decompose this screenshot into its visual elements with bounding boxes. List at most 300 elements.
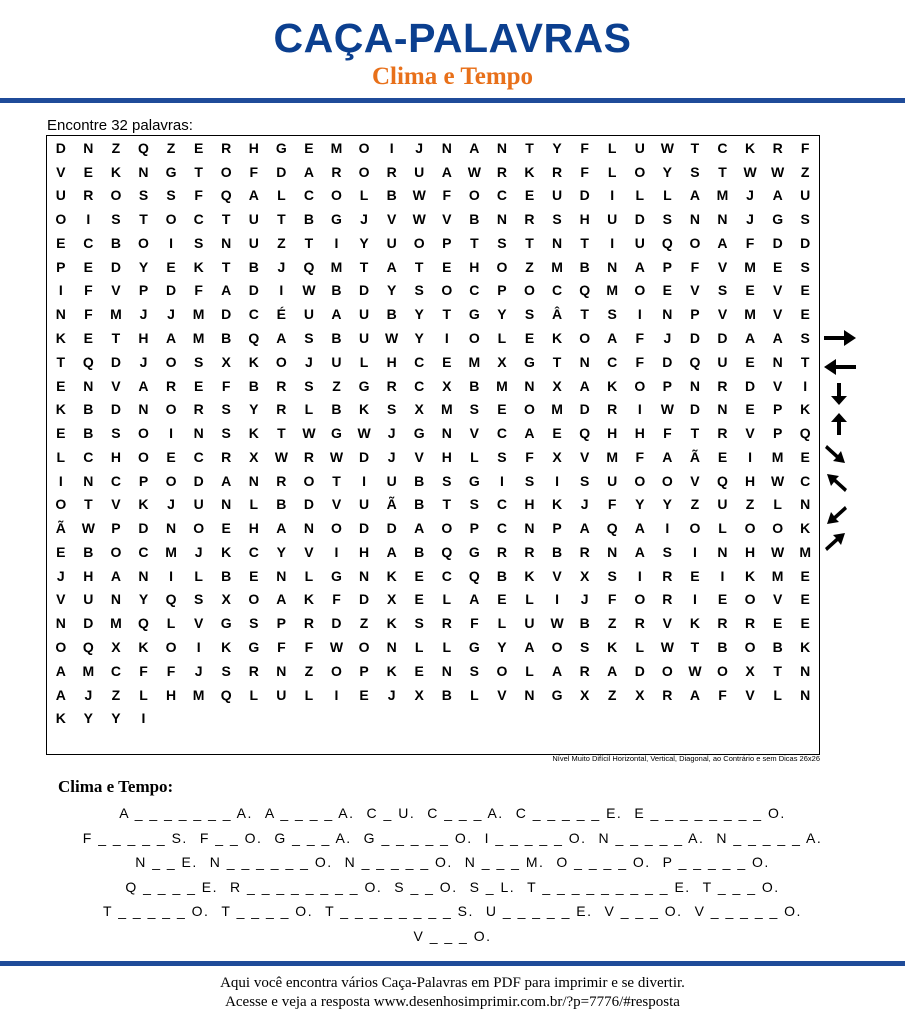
- grid-cell: O: [138, 425, 149, 442]
- grid-cell: Â: [552, 306, 563, 323]
- grid-cell: O: [551, 639, 563, 656]
- grid-cell: H: [579, 211, 590, 228]
- grid-cell: O: [634, 282, 646, 299]
- grid-cell: U: [634, 139, 645, 156]
- grid-cell: S: [304, 377, 314, 394]
- grid-cell: T: [470, 234, 479, 251]
- grid-cell: T: [773, 662, 782, 679]
- grid-cell: B: [83, 425, 94, 442]
- grid-cell: O: [165, 401, 177, 418]
- grid-cell: F: [84, 282, 93, 299]
- grid-cell: H: [138, 330, 149, 347]
- grid-cell: A: [386, 543, 397, 560]
- grid-cell: M: [716, 187, 729, 204]
- grid-cell: G: [275, 139, 287, 156]
- grid-cell: P: [56, 258, 66, 275]
- grid-cell: K: [248, 353, 259, 370]
- grid-cell: K: [221, 639, 232, 656]
- grid-cell: M: [440, 401, 453, 418]
- grid-cell: X: [221, 591, 231, 608]
- grid-cell: J: [580, 496, 589, 513]
- grid-cell: O: [165, 211, 177, 228]
- grid-cell: K: [193, 258, 204, 275]
- grid-cell: E: [800, 591, 810, 608]
- grid-cell: O: [413, 234, 425, 251]
- grid-cell: D: [276, 163, 287, 180]
- grid-cell: F: [607, 591, 617, 608]
- grid-cell: A: [248, 187, 259, 204]
- grid-cell: Y: [662, 163, 673, 180]
- grid-cell: N: [138, 567, 149, 584]
- grid-cell: H: [110, 448, 121, 465]
- grid-cell: B: [414, 543, 425, 560]
- grid-cell: B: [248, 258, 259, 275]
- grid-cell: F: [800, 139, 810, 156]
- grid-cell: F: [221, 377, 231, 394]
- grid-cell: W: [81, 520, 95, 537]
- arrow-left-icon: [822, 355, 858, 379]
- grid-cell: N: [496, 211, 507, 228]
- word-list-line: [0, 875, 905, 900]
- grid-cell: Q: [441, 543, 453, 560]
- grid-cell: M: [82, 662, 95, 679]
- grid-cell: O: [744, 639, 756, 656]
- grid-cell: U: [276, 686, 287, 703]
- grid-cell: I: [692, 543, 697, 560]
- grid-cell: O: [110, 543, 122, 560]
- grid-cell: B: [414, 472, 425, 489]
- grid-cell: V: [56, 591, 66, 608]
- grid-cell: L: [525, 591, 534, 608]
- grid-cell: A: [607, 330, 618, 347]
- grid-cell: Q: [220, 686, 232, 703]
- grid-cell: U: [414, 163, 425, 180]
- grid-cell: A: [524, 425, 535, 442]
- grid-cell: O: [772, 520, 784, 537]
- grid-cell: M: [330, 139, 343, 156]
- grid-cell: F: [470, 615, 479, 632]
- word-list-line: [0, 850, 905, 875]
- grid-cell: N: [221, 496, 232, 513]
- grid-cell: V: [662, 615, 673, 632]
- grid-cell: R: [303, 615, 314, 632]
- grid-cell: N: [689, 211, 700, 228]
- grid-cell: D: [110, 401, 121, 418]
- grid-cell: E: [800, 567, 810, 584]
- grid-cell: D: [689, 401, 700, 418]
- grid-cell: Y: [635, 496, 645, 513]
- grid-cell: O: [717, 662, 728, 679]
- grid-cell: W: [550, 615, 564, 632]
- grid-cell: G: [331, 211, 342, 228]
- grid-cell: S: [138, 187, 149, 204]
- grid-cell: N: [441, 662, 452, 679]
- grid-cell: S: [607, 306, 617, 323]
- grid-cell: C: [496, 520, 507, 537]
- grid-cell: A: [441, 163, 452, 180]
- grid-cell: S: [800, 330, 810, 347]
- grid-cell: N: [441, 139, 452, 156]
- grid-cell: J: [387, 425, 396, 442]
- grid-cell: R: [717, 615, 728, 632]
- grid-cell: P: [552, 520, 562, 537]
- grid-cell: S: [304, 330, 314, 347]
- grid-cell: A: [276, 591, 287, 608]
- grid-cell: A: [331, 306, 342, 323]
- grid-cell: E: [83, 163, 94, 180]
- word-clue: N _ _ _ _ _ A.: [598, 829, 705, 846]
- grid-cell: Y: [386, 282, 397, 299]
- word-clue: V _ _ _ O.: [604, 903, 683, 919]
- grid-cell: M: [110, 306, 122, 323]
- grid-cell: D: [386, 520, 397, 537]
- grid-cell: J: [167, 306, 175, 323]
- grid-cell: K: [800, 401, 811, 418]
- grid-cell: Z: [745, 496, 755, 513]
- grid-cell: S: [497, 448, 507, 465]
- grid-cell: Y: [138, 258, 149, 275]
- grid-cell: B: [83, 401, 94, 418]
- grid-cell: A: [276, 520, 287, 537]
- grid-cell: O: [358, 639, 370, 656]
- grid-cell: E: [497, 591, 507, 608]
- grid-cell: K: [55, 330, 66, 347]
- grid-cell: E: [414, 567, 424, 584]
- grid-cell: R: [772, 139, 783, 156]
- grid-cell: D: [689, 330, 700, 347]
- grid-cell: N: [83, 377, 94, 394]
- grid-cell: B: [414, 496, 425, 513]
- grid-cell: R: [303, 448, 314, 465]
- grid-cell: J: [663, 330, 672, 347]
- grid-cell: D: [662, 353, 673, 370]
- grid-cell: S: [690, 163, 700, 180]
- grid-cell: E: [800, 282, 810, 299]
- word-list: [0, 801, 905, 948]
- grid-cell: W: [771, 163, 785, 180]
- grid-cell: L: [56, 448, 66, 465]
- grid-cell: T: [359, 258, 369, 275]
- grid-cell: O: [689, 520, 701, 537]
- grid-cell: H: [524, 496, 535, 513]
- grid-cell: A: [634, 520, 645, 537]
- grid-cell: C: [83, 234, 94, 251]
- grid-cell: I: [444, 330, 449, 347]
- grid-cell: L: [635, 639, 645, 656]
- grid-cell: V: [772, 377, 783, 394]
- grid-cell: B: [248, 377, 259, 394]
- grid-cell: X: [579, 567, 590, 584]
- grid-cell: U: [248, 234, 259, 251]
- grid-cell: O: [331, 662, 342, 679]
- bottom-divider: [0, 961, 905, 966]
- grid-cell: I: [169, 567, 173, 584]
- grid-cell: C: [110, 472, 121, 489]
- grid-cell: R: [248, 662, 259, 679]
- grid-cell: S: [717, 282, 728, 299]
- grid-cell: K: [607, 377, 618, 394]
- grid-cell: N: [579, 353, 590, 370]
- grid-cell: F: [690, 258, 700, 275]
- grid-cell: W: [412, 187, 426, 204]
- grid-cell: Y: [497, 306, 507, 323]
- grid-cell: B: [83, 543, 94, 560]
- grid-cell: M: [496, 377, 508, 394]
- grid-cell: N: [607, 258, 618, 275]
- grid-cell: N: [607, 543, 618, 560]
- arrow-up-icon: [822, 412, 858, 436]
- grid-cell: D: [579, 401, 590, 418]
- grid-cell: Y: [359, 234, 369, 251]
- grid-cell: W: [660, 639, 674, 656]
- grid-cell: S: [800, 211, 810, 228]
- grid-cell: T: [277, 211, 286, 228]
- grid-cell: U: [193, 496, 204, 513]
- grid-cell: K: [552, 496, 563, 513]
- grid-cell: T: [414, 258, 424, 275]
- grid-cell: N: [276, 567, 287, 584]
- grid-cell: V: [111, 282, 121, 299]
- word-clue: N _ _ _ _ _ _ O.: [209, 854, 333, 870]
- grid-cell: K: [800, 520, 811, 537]
- word-clue: C _ U.: [366, 805, 416, 821]
- footer: [0, 974, 905, 1012]
- grid-cell: I: [58, 472, 63, 489]
- grid-cell: O: [55, 496, 67, 513]
- grid-cell: K: [386, 567, 397, 584]
- grid-cell: O: [689, 234, 701, 251]
- grid-cell: W: [688, 662, 702, 679]
- grid-cell: N: [166, 520, 177, 537]
- grid-cell: Y: [83, 710, 94, 727]
- grid-cell: V: [772, 591, 783, 608]
- grid-cell: E: [800, 615, 810, 632]
- grid-cell: J: [580, 591, 589, 608]
- grid-cell: A: [55, 686, 66, 703]
- grid-cell: N: [800, 496, 811, 513]
- word-clue: N _ _ E.: [135, 854, 198, 870]
- grid-cell: P: [276, 615, 287, 632]
- grid-cell: I: [86, 211, 91, 228]
- grid-cell: R: [524, 543, 535, 560]
- grid-cell: S: [662, 543, 673, 560]
- grid-cell: P: [359, 662, 369, 679]
- grid-cell: E: [717, 591, 728, 608]
- word-clue: G _ _ _ _ _ O.: [363, 829, 473, 846]
- grid-cell: C: [303, 187, 314, 204]
- grid-cell: U: [800, 187, 811, 204]
- grid-cell: B: [386, 187, 397, 204]
- grid-cell: N: [138, 163, 149, 180]
- grid-cell: B: [276, 496, 287, 513]
- grid-cell: D: [303, 496, 314, 513]
- grid-cell: G: [468, 472, 480, 489]
- grid-cell: E: [690, 567, 700, 584]
- grid-cell: X: [552, 377, 562, 394]
- grid-cell: F: [249, 163, 259, 180]
- word-list-line: [0, 924, 905, 949]
- grid-cell: A: [579, 377, 590, 394]
- grid-cell: W: [302, 425, 316, 442]
- grid-cell: J: [360, 211, 368, 228]
- grid-cell: S: [552, 211, 562, 228]
- grid-cell: D: [110, 353, 121, 370]
- grid-cell: U: [607, 472, 618, 489]
- grid-cell: Ã: [55, 520, 66, 537]
- grid-cell: P: [442, 234, 452, 251]
- grid-cell: Y: [414, 306, 424, 323]
- grid-cell: O: [331, 520, 342, 537]
- grid-cell: M: [192, 306, 205, 323]
- grid-cell: F: [194, 282, 203, 299]
- grid-cell: D: [138, 520, 149, 537]
- grid-cell: Q: [717, 472, 728, 489]
- grid-cell: L: [497, 615, 507, 632]
- grid-cell: W: [274, 448, 288, 465]
- grid-cell: U: [552, 187, 563, 204]
- grid-cell: G: [551, 686, 563, 703]
- grid-cell: Z: [332, 377, 341, 394]
- grid-cell: M: [799, 543, 812, 560]
- grid-cell: W: [329, 639, 344, 656]
- grid-cell: L: [304, 401, 314, 418]
- grid-cell: J: [277, 258, 286, 275]
- grid-cell: A: [138, 377, 149, 394]
- grid-cell: I: [334, 686, 339, 703]
- grid-cell: V: [331, 496, 342, 513]
- grid-cell: H: [248, 139, 259, 156]
- grid-cell: J: [387, 448, 396, 465]
- grid-cell: S: [249, 615, 259, 632]
- grid-cell: V: [717, 306, 728, 323]
- word-clue: V _ _ _ O.: [413, 927, 492, 944]
- grid-cell: O: [441, 282, 453, 299]
- grid-cell: A: [303, 163, 314, 180]
- grid-cell: O: [303, 472, 315, 489]
- grid-cell: H: [83, 567, 94, 584]
- grid-cell: U: [303, 306, 314, 323]
- grid-cell: X: [635, 686, 645, 703]
- word-search-grid: [46, 135, 820, 755]
- arrow-down-icon: [822, 382, 858, 406]
- grid-cell: K: [745, 567, 756, 584]
- grid-cell: D: [745, 377, 756, 394]
- grid-cell: V: [193, 615, 204, 632]
- grid-cell: T: [690, 639, 700, 656]
- grid-cell: B: [110, 234, 121, 251]
- grid-cell: A: [579, 520, 590, 537]
- grid-cell: L: [470, 686, 479, 703]
- grid-cell: S: [221, 401, 231, 418]
- grid-cell: O: [248, 591, 260, 608]
- grid-cell: Y: [276, 543, 287, 560]
- grid-cell: I: [720, 567, 725, 584]
- grid-cell: U: [607, 211, 618, 228]
- grid-cell: J: [746, 187, 754, 204]
- grid-cell: C: [469, 282, 480, 299]
- grid-cell: B: [331, 401, 342, 418]
- grid-cell: C: [552, 282, 563, 299]
- grid-cell: V: [772, 282, 783, 299]
- grid-cell: S: [414, 282, 424, 299]
- grid-cell: Ã: [386, 496, 397, 513]
- grid-cell: A: [662, 448, 673, 465]
- grid-cell: T: [221, 211, 231, 228]
- grid-cell: K: [552, 330, 563, 347]
- grid-cell: E: [552, 425, 562, 442]
- grid-cell: G: [331, 567, 342, 584]
- grid-cell: R: [276, 377, 287, 394]
- grid-cell: S: [469, 662, 480, 679]
- grid-cell: N: [55, 615, 66, 632]
- word-clue: S _ L.: [469, 878, 516, 895]
- grid-cell: I: [362, 472, 366, 489]
- grid-cell: B: [717, 639, 728, 656]
- word-clue: C _ _ _ A.: [427, 805, 504, 821]
- grid-cell: G: [524, 353, 535, 370]
- grid-cell: N: [800, 662, 811, 679]
- grid-cell: Q: [82, 353, 94, 370]
- grid-cell: Y: [414, 330, 424, 347]
- grid-cell: I: [803, 377, 808, 394]
- grid-cell: R: [441, 615, 452, 632]
- grid-cell: T: [194, 163, 203, 180]
- grid-cell: O: [496, 662, 508, 679]
- grid-cell: Q: [138, 139, 149, 156]
- grid-cell: A: [772, 330, 783, 347]
- grid-cell: C: [496, 187, 507, 204]
- grid-cell: B: [441, 686, 452, 703]
- grid-cell: U: [717, 496, 728, 513]
- grid-cell: K: [55, 401, 66, 418]
- grid-cell: K: [359, 401, 370, 418]
- grid-cell: K: [303, 591, 314, 608]
- grid-cell: T: [111, 330, 121, 347]
- grid-cell: E: [166, 258, 176, 275]
- grid-cell: R: [221, 139, 232, 156]
- word-clue: T _ _ _ _ _ _ _ _ _ E.: [527, 878, 691, 895]
- grid-cell: N: [552, 234, 563, 251]
- grid-cell: R: [579, 662, 590, 679]
- grid-cell: V: [552, 567, 562, 584]
- grid-cell: O: [55, 639, 67, 656]
- grid-cell: U: [331, 353, 342, 370]
- grid-cell: A: [772, 187, 783, 204]
- grid-cell: V: [111, 496, 121, 513]
- grid-cell: I: [692, 591, 697, 608]
- grid-cell: W: [467, 163, 481, 180]
- word-clue: C _ _ _ _ _ E.: [515, 805, 623, 821]
- grid-cell: O: [55, 211, 67, 228]
- grid-cell: J: [194, 662, 203, 679]
- grid-cell: T: [690, 139, 700, 156]
- grid-cell: Q: [606, 520, 618, 537]
- grid-cell: H: [745, 543, 756, 560]
- grid-cell: J: [84, 686, 93, 703]
- grid-cell: M: [771, 567, 784, 584]
- grid-cell: R: [634, 615, 645, 632]
- grid-cell: L: [635, 187, 645, 204]
- grid-cell: X: [579, 686, 590, 703]
- grid-cell: X: [552, 448, 562, 465]
- grid-cell: O: [496, 258, 508, 275]
- grid-cell: O: [165, 353, 177, 370]
- grid-cell: D: [579, 187, 590, 204]
- grid-cell: O: [220, 163, 232, 180]
- grid-cell: B: [469, 377, 480, 394]
- grid-cell: E: [249, 567, 259, 584]
- grid-cell: H: [745, 472, 756, 489]
